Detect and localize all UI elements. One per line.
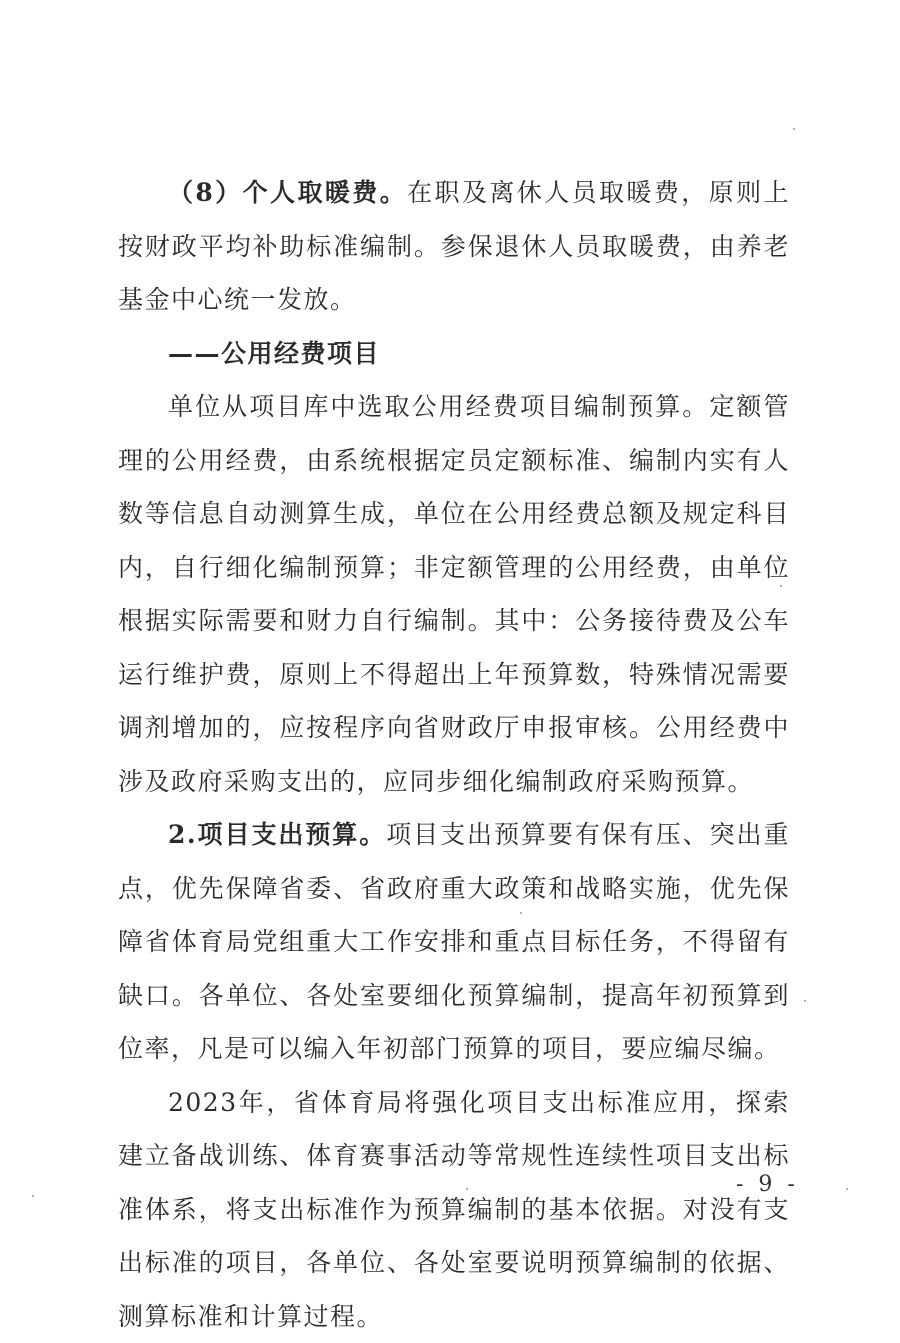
paragraph-heating-fee bbox=[118, 166, 790, 327]
paragraph-2023-standards bbox=[118, 1076, 790, 1343]
scan-speck bbox=[520, 912, 522, 914]
paragraph-text-heating-fee: 在职及离休人员取暖费，原则上按财政平均补助标准编制。参保退休人员取暖费，由养老基金中心统一发放。 bbox=[118, 178, 790, 314]
paragraph-text-project-expenditure: 项目支出预算要有保有压、突出重点，优先保障省委、省政府重大政策和战略实施，优先保障省体育局党组重大工作安排和重点目标任务，不得留有缺口。各单位、各处室要细化预算编制，提高年初预算到位率，凡是可以编入年初部门预算的项目，要应编尽编。 bbox=[118, 820, 790, 1063]
scan-speck bbox=[793, 128, 795, 130]
document-body bbox=[118, 166, 790, 1343]
paragraph-lead-heating-fee: （8）个人取暖费。 bbox=[168, 178, 407, 207]
scan-speck bbox=[780, 585, 782, 587]
scan-speck bbox=[846, 1188, 848, 1190]
paragraph-project-expenditure bbox=[118, 808, 790, 1076]
scan-speck bbox=[32, 1195, 34, 1197]
paragraph-text-2023-standards: 2023年，省体育局将强化项目支出标准应用，探索建立备战训练、体育赛事活动等常规性连续性项目支出标准体系，将支出标准作为预算编制的基本依据。对没有支出标准的项目，各单位、各处室要说明预算编制的依据、测算标准和计算过程。 bbox=[118, 1088, 790, 1331]
page-number: - 9 - bbox=[736, 1172, 799, 1197]
section-heading-public-funds: ——公用经费项目 bbox=[118, 327, 790, 381]
paragraph-text-public-funds: 单位从项目库中选取公用经费项目编制预算。定额管理的公用经费，由系统根据定员定额标准、编制内实有人数等信息自动测算生成，单位在公用经费总额及规定科目内，自行细化编制预算；非定额管理的公用经费，由单位根据实际需要和财力自行编制。其中：公务接待费及公车运行维护费，原则上不得超出上年预算数，特殊情况需要调剂增加的，应按程序向省财政厅申报审核。公用经费中涉及政府采购支出的，应同步细化编制政府采购预算。 bbox=[118, 392, 790, 796]
paragraph-lead-project-expenditure: 2.项目支出预算。 bbox=[168, 820, 386, 849]
paragraph-public-funds bbox=[118, 380, 790, 808]
scan-speck bbox=[466, 1188, 468, 1190]
scan-speck bbox=[804, 1000, 806, 1002]
